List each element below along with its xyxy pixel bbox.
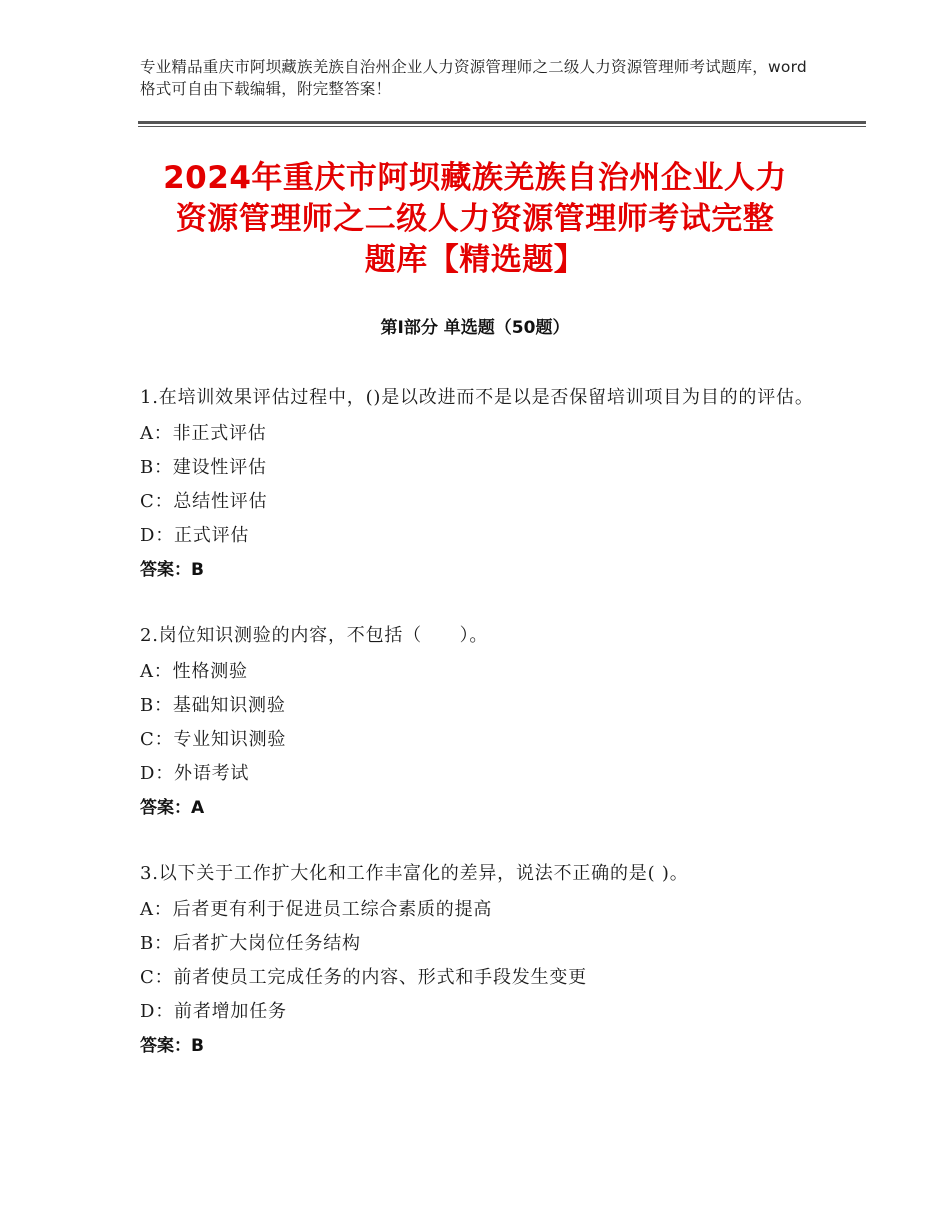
question-stem: 3.以下关于工作扩大化和工作丰富化的差异，说法不正确的是( )。: [140, 863, 689, 884]
question-item: [140, 621, 820, 825]
title-line: 2024年重庆市阿坝藏族羌族自治州企业人力: [163, 160, 787, 196]
option-b: B：建设性评估: [140, 457, 267, 478]
answer-label: 答案：B: [140, 1036, 204, 1056]
question-stem: 1.在培训效果评估过程中，()是以改进而不是以是否保留培训项目为目的的评估。: [140, 387, 814, 408]
option-b: B：基础知识测验: [140, 695, 286, 716]
option-d: D：外语考试: [140, 763, 250, 784]
section-title: 第Ⅰ部分 单选题（50题）: [380, 318, 570, 338]
option-a: A：性格测验: [140, 661, 248, 682]
option-d: D：前者增加任务: [140, 1001, 287, 1022]
header-divider: [138, 121, 866, 124]
title-line: 资源管理师之二级人力资源管理师考试完整: [175, 201, 775, 237]
answer-label: 答案：B: [140, 560, 204, 580]
header-note: 专业精品重庆市阿坝藏族羌族自治州企业人力资源管理师之二级人力资源管理师考试题库，word格式可自由下载编辑，附完整答案！: [140, 58, 807, 98]
answer-label: 答案：A: [140, 798, 205, 818]
document-title: [120, 158, 830, 281]
option-c: C：专业知识测验: [140, 729, 287, 750]
question-stem: 2.岗位知识测验的内容，不包括（ ）。: [140, 625, 489, 646]
option-a: A：后者更有利于促进员工综合素质的提高: [140, 899, 493, 920]
title-line: 题库【精选题】: [364, 242, 586, 278]
option-c: C：总结性评估: [140, 491, 268, 512]
question-item: [140, 383, 820, 587]
question-item: [140, 859, 820, 1063]
question-list: [140, 383, 820, 1097]
option-c: C：前者使员工完成任务的内容、形式和手段发生变更: [140, 967, 587, 988]
option-b: B：后者扩大岗位任务结构: [140, 933, 361, 954]
option-a: A：非正式评估: [140, 423, 267, 444]
option-d: D：正式评估: [140, 525, 250, 546]
